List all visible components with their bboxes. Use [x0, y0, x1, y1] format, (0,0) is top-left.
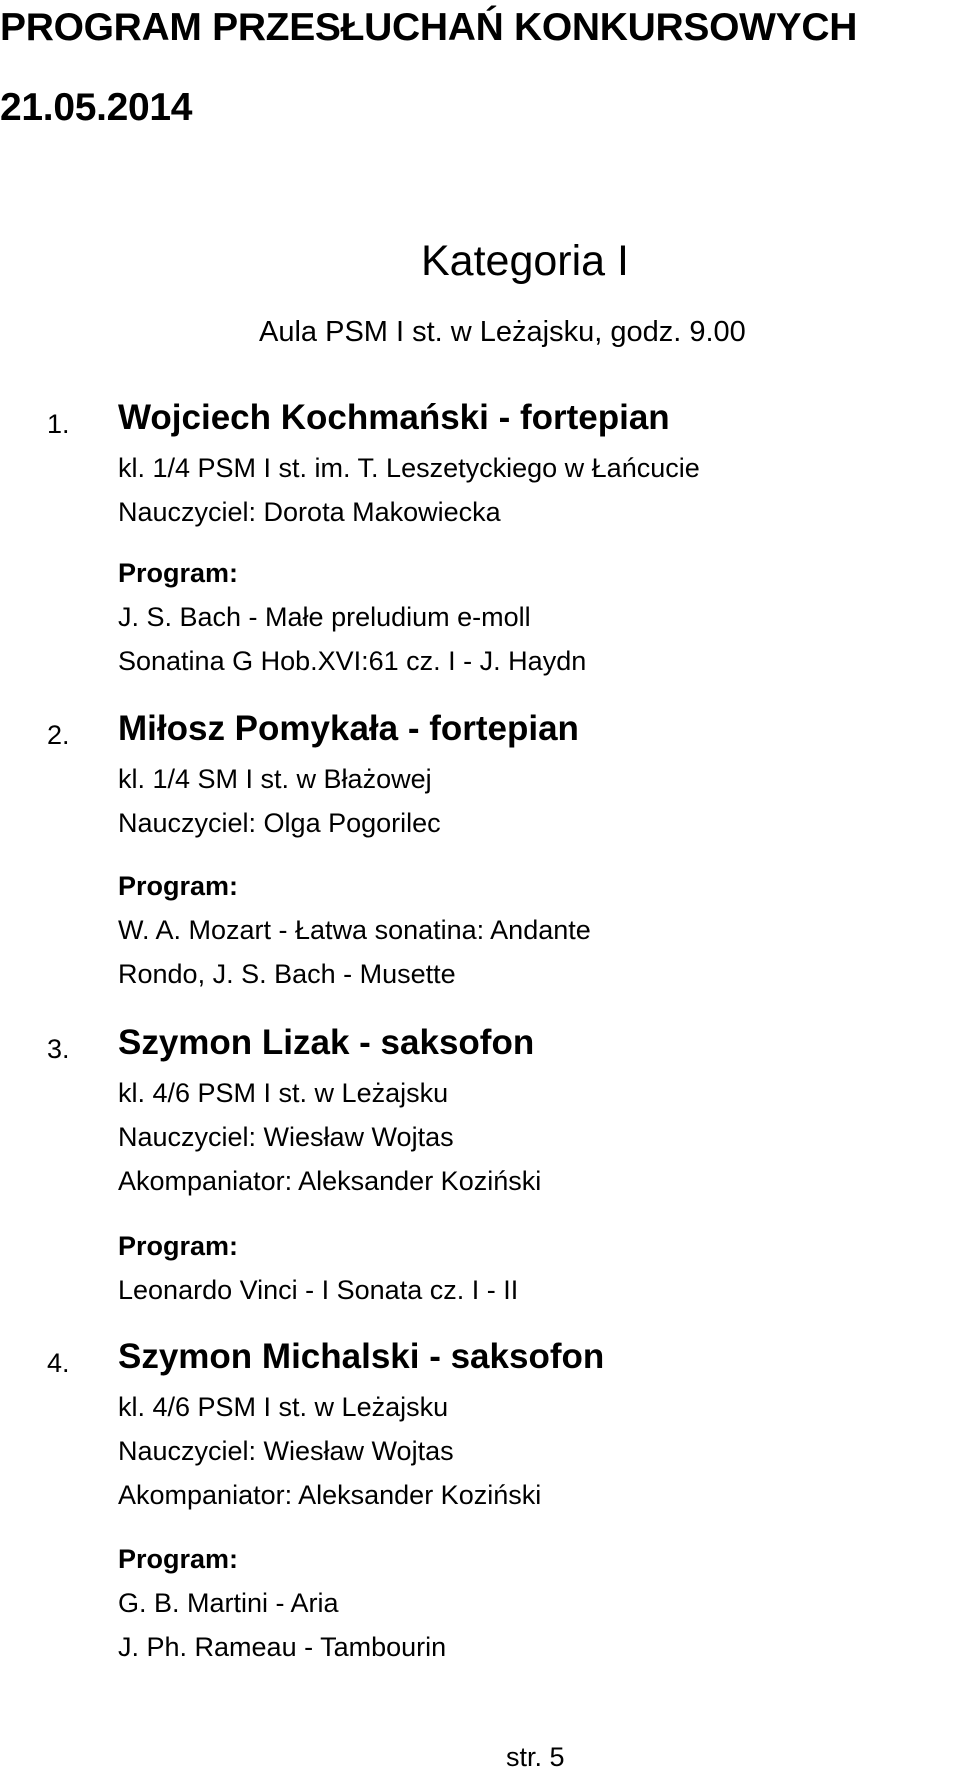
program-item: Sonatina G Hob.XVI:61 cz. I - J. Haydn	[118, 646, 587, 676]
category-title: Kategoria I	[421, 237, 629, 285]
program-item: J. Ph. Rameau - Tambourin	[118, 1632, 447, 1662]
program-item: Rondo, J. S. Bach - Musette	[118, 959, 456, 989]
entry-accompanist: Akompaniator: Aleksander Koziński	[118, 1480, 542, 1510]
entry-school: kl. 1/4 PSM I st. im. T. Leszetyckiego w Łańcucie	[118, 453, 700, 483]
entry-school: kl. 4/6 PSM I st. w Leżajsku	[118, 1392, 449, 1422]
page-number: str. 5	[506, 1742, 565, 1772]
entry-teacher: Nauczyciel: Wiesław Wojtas	[118, 1122, 454, 1152]
program-label: Program:	[118, 558, 239, 588]
program-label: Program:	[118, 871, 239, 901]
entry-teacher: Nauczyciel: Dorota Makowiecka	[118, 497, 501, 527]
entry-name: Szymon Michalski - saksofon	[118, 1337, 605, 1376]
entry-school: kl. 1/4 SM I st. w Błażowej	[118, 764, 432, 794]
document-date: 21.05.2014	[0, 86, 193, 129]
program-label: Program:	[118, 1544, 239, 1574]
entry-name: Wojciech Kochmański - fortepian	[118, 398, 670, 437]
entry-teacher: Nauczyciel: Olga Pogorilec	[118, 808, 441, 838]
entry-name: Miłosz Pomykała - fortepian	[118, 709, 579, 748]
entry-number: 2.	[47, 720, 70, 750]
program-item: Leonardo Vinci - I Sonata cz. I - II	[118, 1275, 519, 1305]
entry-accompanist: Akompaniator: Aleksander Koziński	[118, 1166, 542, 1196]
entry-teacher: Nauczyciel: Wiesław Wojtas	[118, 1436, 454, 1466]
entry-name: Szymon Lizak - saksofon	[118, 1023, 535, 1062]
program-item: G. B. Martini - Aria	[118, 1588, 339, 1618]
program-item: J. S. Bach - Małe preludium e-moll	[118, 602, 531, 632]
document-title: PROGRAM PRZESŁUCHAŃ KONKURSOWYCH	[0, 6, 858, 49]
entry-school: kl. 4/6 PSM I st. w Leżajsku	[118, 1078, 449, 1108]
category-venue: Aula PSM I st. w Leżajsku, godz. 9.00	[259, 316, 746, 348]
entry-number: 1.	[47, 409, 70, 439]
program-label: Program:	[118, 1231, 239, 1261]
entry-number: 3.	[47, 1034, 70, 1064]
entry-number: 4.	[47, 1348, 70, 1378]
program-item: W. A. Mozart - Łatwa sonatina: Andante	[118, 915, 591, 945]
